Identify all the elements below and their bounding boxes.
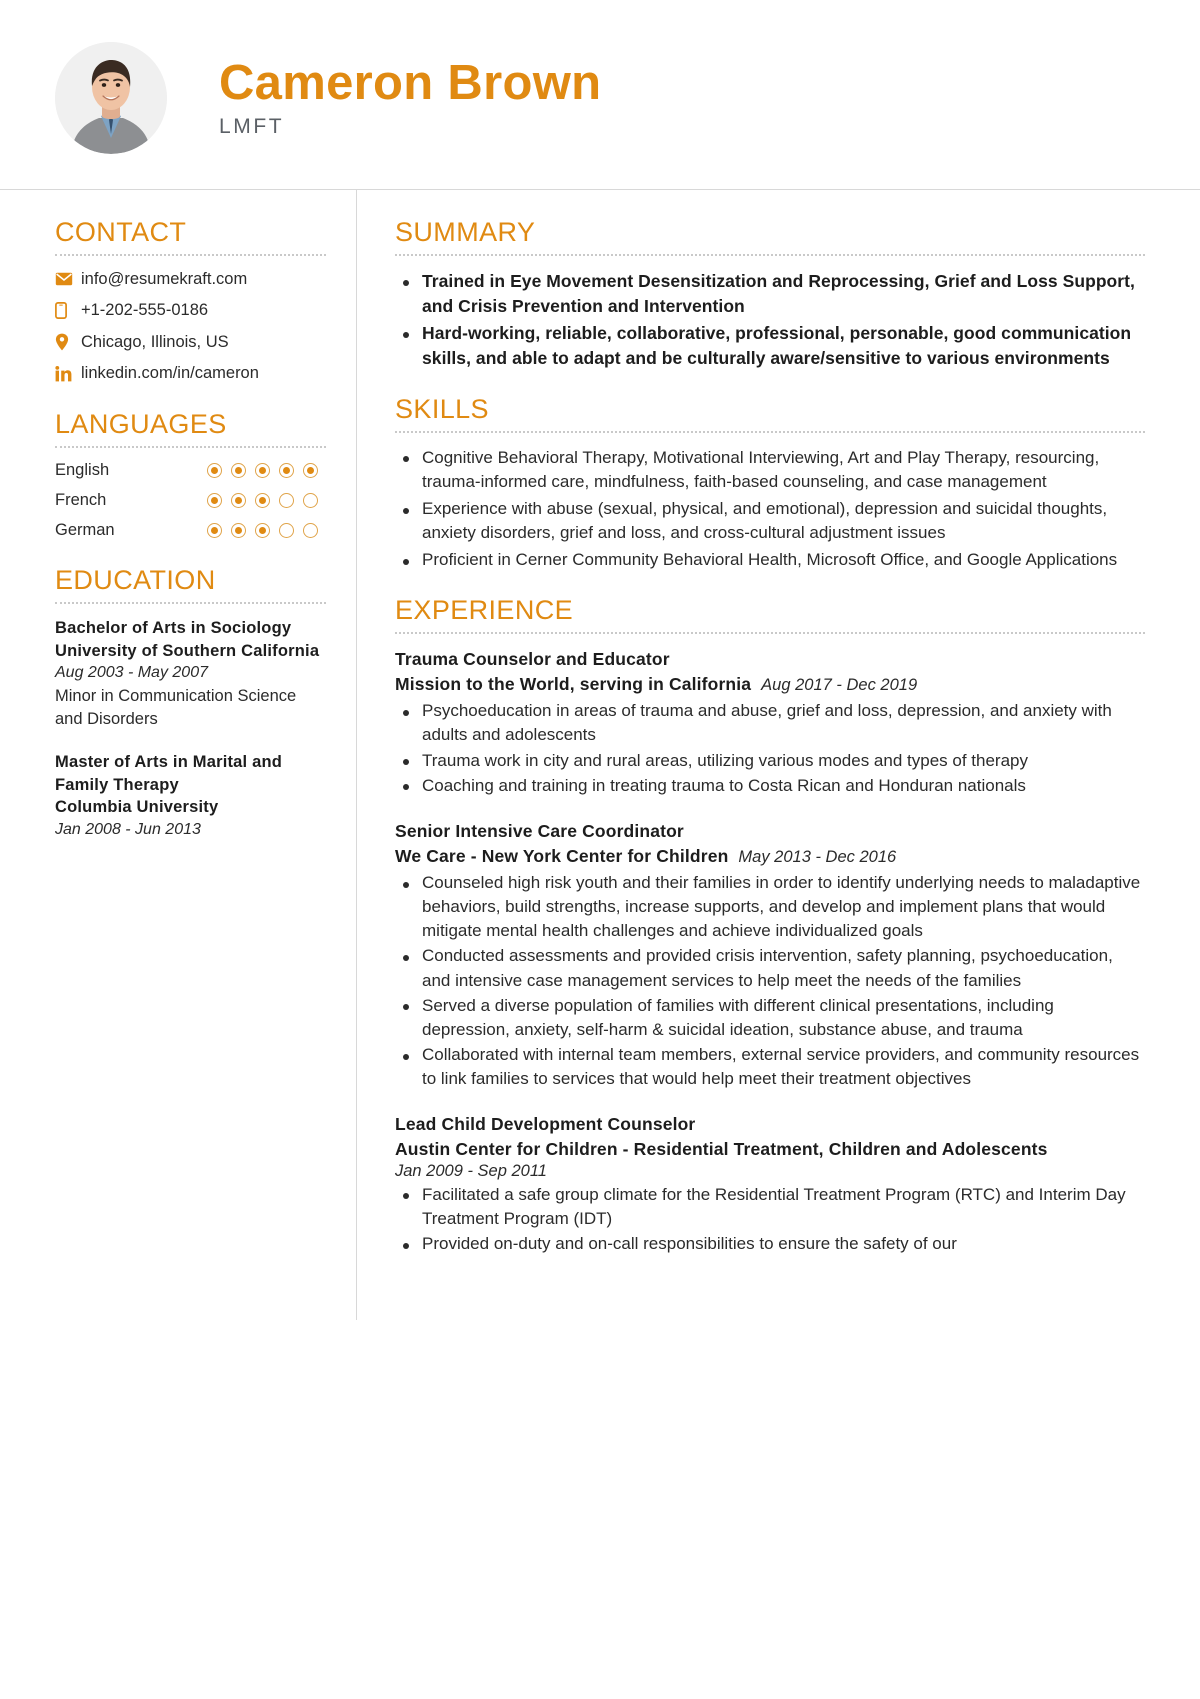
location-pin-icon [55,333,81,351]
phone-icon [55,302,81,319]
education-date: Aug 2003 - May 2007 [55,664,208,682]
rating-dot-filled [207,523,222,538]
divider [395,254,1145,256]
education-degree: Bachelor of Arts in Sociology [55,618,292,637]
education-note: Minor in Communication Science and Disorders [55,686,297,728]
experience-company: Mission to the World, serving in California [395,673,752,694]
divider [395,632,1145,634]
list-item: Hard-working, reliable, collaborative, professional, personable, good communication skills, and able to adapt and be culturally aware/sensitive to various environments [395,321,1145,371]
rating-dot-empty [303,523,318,538]
rating-dot-filled [255,493,270,508]
experience-company-line [395,672,1145,697]
section-heading-education: EDUCATION [55,565,216,596]
rating-dot-empty [279,493,294,508]
language-name: German [55,521,115,540]
list-item: Trauma work in city and rural areas, utilizing various modes and types of therapy [395,749,1145,773]
section-heading-skills: SKILLS [395,394,489,425]
experience-company: Austin Center for Children - Residential Treatment, Children and Adolescents [395,1139,1048,1160]
list-item: Coaching and training in treating trauma to Costa Rican and Honduran nationals [395,774,1145,798]
list-item: Counseled high risk youth and their families in order to identify underlying needs to maladaptive behaviors, build strengths, increase supports, and develop and implement plans that would mitigate mental health challenges and achieve individualized goals [395,871,1145,943]
experience-entry [395,647,1145,798]
section-languages [55,410,326,540]
experience-company-line [395,844,1145,869]
list-item: Facilitated a safe group climate for the Residential Treatment Program (RTC) and Interim Day Treatment Program (IDT) [395,1183,1145,1231]
contact-email-value: info@resumekraft.com [81,269,248,288]
rating-dot-filled [231,463,246,478]
list-item: Experience with abuse (sexual, physical, and emotional), depression and suicidal thoughts, anxiety disorders, grief and loss, and cross-cultural adjustment issues [395,497,1145,545]
rating-dot-filled [231,523,246,538]
divider [55,254,326,256]
list-item: Provided on-duty and on-call responsibilities to ensure the safety of our [395,1232,1145,1256]
list-item: Trained in Eye Movement Desensitization and Reprocessing, Grief and Loss Support, and Crisis Prevention and Intervention [395,269,1145,319]
resume-header [0,0,1200,190]
section-heading-experience: EXPERIENCE [395,595,574,626]
experience-date: May 2013 - Dec 2016 [738,847,897,866]
contact-item-phone[interactable] [55,300,326,321]
list-item: Conducted assessments and provided crisis intervention, safety planning, psychoeducation, and intensive case management services to help meet the needs of the families [395,944,1145,992]
contact-item-linkedin[interactable] [55,363,326,384]
linkedin-icon [55,366,81,382]
contact-item-location[interactable] [55,332,326,353]
rating-dot-filled [255,463,270,478]
list-item: Psychoeducation in areas of trauma and abuse, grief and loss, depression, and anxiety with adults and adolescents [395,699,1145,747]
avatar [55,42,167,154]
section-heading-contact: CONTACT [55,217,187,247]
education-entry [55,751,326,842]
language-rating [207,493,326,508]
language-item [55,521,326,540]
section-experience [395,596,1145,1256]
summary-list [395,269,1145,371]
rating-dot-filled [207,463,222,478]
section-heading-languages: LANGUAGES [55,409,227,440]
rating-dot-filled [207,493,222,508]
experience-entry [395,819,1145,1091]
list-item: Served a diverse population of families with different clinical presentations, including depression, anxiety, self-harm & suicidal ideation, substance abuse, and trauma [395,994,1145,1042]
experience-bullets [395,699,1145,798]
language-item [55,491,326,510]
envelope-icon [55,272,81,286]
list-item: Proficient in Cerner Community Behavioral Health, Microsoft Office, and Google Applications [395,548,1145,572]
contact-item-email[interactable] [55,269,326,290]
resume-body [0,190,1200,1320]
rating-dot-empty [303,493,318,508]
section-skills [395,395,1145,572]
rating-dot-filled [303,463,318,478]
experience-entry [395,1112,1145,1256]
experience-date: Aug 2017 - Dec 2019 [761,675,918,694]
main-content [357,190,1200,1320]
identity-block [219,56,601,139]
contact-phone-value: +1-202-555-0186 [81,301,209,320]
education-school: University of Southern California [55,641,320,660]
section-contact [55,218,326,384]
contact-location-value: Chicago, Illinois, US [81,332,229,351]
list-item: Cognitive Behavioral Therapy, Motivational Interviewing, Art and Play Therapy, resourcing, trauma-informed care, mindfulness, faith-based counseling, and case management [395,446,1145,494]
education-school: Columbia University [55,798,219,817]
language-name: French [55,491,107,510]
divider [395,431,1145,433]
experience-bullets [395,871,1145,1091]
rating-dot-empty [279,523,294,538]
sidebar [0,190,357,1320]
experience-job-title: Senior Intensive Care Coordinator [395,820,684,841]
job-role: LMFT [219,114,285,138]
skills-list [395,446,1145,573]
education-degree: Master of Arts in Marital and Family Therapy [55,752,283,794]
section-education [55,566,326,841]
language-item [55,461,326,480]
rating-dot-filled [279,463,294,478]
experience-company-line [395,1137,1145,1162]
experience-bullets [395,1183,1145,1256]
experience-job-title: Lead Child Development Counselor [395,1114,696,1135]
education-date: Jan 2008 - Jun 2013 [55,821,201,839]
language-rating [207,463,326,478]
rating-dot-filled [231,493,246,508]
list-item: Collaborated with internal team members, external service providers, and community resources to link families to services that would help meet their treatment objectives [395,1043,1145,1091]
experience-job-title: Trauma Counselor and Educator [395,649,670,670]
contact-linkedin-value: linkedin.com/in/cameron [81,364,259,382]
section-summary [395,218,1145,371]
education-entry [55,617,326,731]
experience-date: Jan 2009 - Sep 2011 [395,1161,547,1180]
page-title: Cameron Brown [219,56,602,111]
divider [55,446,326,448]
section-heading-summary: SUMMARY [395,217,536,247]
divider [55,602,326,604]
rating-dot-filled [255,523,270,538]
experience-company: We Care - New York Center for Children [395,845,729,866]
language-name: English [55,461,110,480]
language-rating [207,523,326,538]
